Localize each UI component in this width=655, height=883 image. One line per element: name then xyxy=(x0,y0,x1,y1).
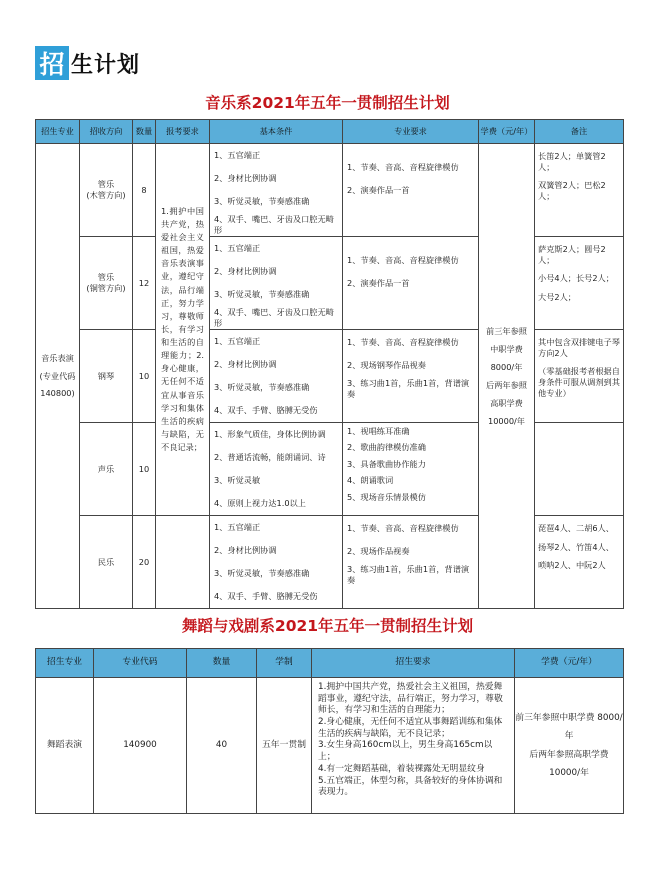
notes-cell xyxy=(535,516,624,609)
note-line: 琵琶4人、二胡6人、 xyxy=(538,523,614,533)
note-line: 唢呐2人、中阮2人 xyxy=(538,560,606,571)
table-row xyxy=(36,144,624,237)
pro-list xyxy=(347,516,475,586)
notes-cell xyxy=(535,144,624,237)
table-row xyxy=(36,516,624,609)
header-cell: 报考要求 xyxy=(156,120,210,144)
count-cell: 10 xyxy=(133,330,156,423)
count-cell: 40 xyxy=(187,678,257,814)
pro-requirement-item: 2、歌曲韵律模仿准确 xyxy=(347,442,426,453)
direction-line: 钢琴 xyxy=(97,370,115,381)
pro-requirement-item: 2、现场作品视奏 xyxy=(347,546,410,557)
dance-table-header xyxy=(36,649,624,678)
table-row xyxy=(36,330,624,423)
basic-conditions-cell xyxy=(210,330,343,423)
music-plan-title: 音乐系2021年五年一贯制招生计划 xyxy=(205,94,450,112)
pro-requirement-item: 4、朗诵歌词 xyxy=(347,475,394,486)
note-line: 其中包含双排键电子琴方向2人 xyxy=(538,337,620,358)
basic-condition-item: 4、双手、嘴巴、牙齿及口腔无畸形 xyxy=(214,307,334,328)
basic-condition-item: 1、五官端正 xyxy=(214,522,261,533)
pro-requirement-item: 1、视唱练耳准确 xyxy=(347,426,410,437)
fee-line: 后两年参照 xyxy=(486,380,527,390)
basic-conditions-cell xyxy=(210,423,343,516)
basic-condition-item: 1、五官端正 xyxy=(214,150,261,161)
requirement-item: 1.拥护中国共产党，热爱社会主义祖国，热爱舞蹈事业，遵纪守法，品行端正，努力学习，尊敬师长，有学习和生活的自理能力； xyxy=(318,682,503,716)
pro-requirements-cell xyxy=(343,330,479,423)
basic-condition-item: 4、双手、手臂、胳膊无受伤 xyxy=(214,405,318,416)
notes-cell xyxy=(535,237,624,330)
header-cell: 招生专业 xyxy=(36,120,80,144)
note-line: 萨克斯2人；圆号2人； xyxy=(538,244,606,265)
pro-requirement-item: 3、练习曲1首，乐曲1首，背谱演奏 xyxy=(347,564,470,585)
table-row xyxy=(36,678,624,814)
fee-line: 后两年参照高职学费10000/年 xyxy=(529,749,609,778)
code-cell: 140900 xyxy=(94,678,187,814)
basic-conditions-cell xyxy=(210,516,343,609)
notes-cell xyxy=(535,330,624,423)
dance-plan-table xyxy=(35,648,624,814)
basic-condition-item: 1、形象气质佳，身体比例协调 xyxy=(214,429,326,440)
basic-condition-item: 4、原则上视力达1.0以上 xyxy=(214,498,306,509)
direction-line: 管乐 xyxy=(97,179,115,190)
major-line: 音乐表演 xyxy=(41,353,74,364)
basic-condition-item: 2、身材比例协调 xyxy=(214,545,277,556)
fee-line: 中职学费 xyxy=(490,343,523,354)
major-cell: 舞蹈表演 xyxy=(36,678,94,814)
header-cell: 专业代码 xyxy=(94,649,187,678)
music-plan-table xyxy=(35,119,624,609)
count-cell: 8 xyxy=(133,144,156,237)
fee-cell xyxy=(515,678,624,814)
header-cell: 基本条件 xyxy=(210,120,343,144)
basic-condition-item: 3、听觉灵敏，节奏感准确 xyxy=(214,289,310,300)
header-title: 生计划 xyxy=(71,52,141,78)
header-cell: 备注 xyxy=(535,120,624,144)
direction-cell xyxy=(80,516,133,609)
basic-condition-item: 4、双手、手臂、胳膊无受伤 xyxy=(214,591,318,602)
table-row xyxy=(36,423,624,516)
pro-requirement-item: 2、现场钢琴作品视奏 xyxy=(347,360,426,371)
note-line: 小号4人；长号2人； xyxy=(538,273,614,284)
major-cell xyxy=(36,144,80,609)
requirement-item: 3.女生身高160cm以上，男生身高165cm以上； xyxy=(318,740,493,763)
table-row xyxy=(36,237,624,330)
pro-requirement-item: 1、节奏、音高、音程旋律模仿 xyxy=(347,162,459,173)
direction-line: (木管方向) xyxy=(86,190,126,200)
major-line: 140800) xyxy=(40,388,75,399)
fee-line: 前三年参照中职学费 8000/年 xyxy=(515,712,623,742)
pro-requirement-item: 1、节奏、音高、音程旋律模仿 xyxy=(347,337,459,348)
basic-condition-item: 3、听觉灵敏 xyxy=(214,475,261,486)
fee-line: 高职学费 xyxy=(490,398,523,409)
header-cell: 招生专业 xyxy=(36,649,94,678)
basic-condition-item: 2、身材比例协调 xyxy=(214,173,277,184)
direction-line: 民乐 xyxy=(97,556,115,567)
pro-list xyxy=(347,237,475,295)
header-cell: 数量 xyxy=(133,120,156,144)
note-line: 扬琴2人、竹笛4人、 xyxy=(538,541,614,552)
note-line: 大号2人； xyxy=(538,291,576,302)
pro-requirements-cell xyxy=(343,237,479,330)
pro-requirement-item: 2、演奏作品一首 xyxy=(347,185,410,196)
pro-list xyxy=(347,144,475,202)
pro-requirement-item: 2、演奏作品一首 xyxy=(347,278,410,289)
header-cell: 招收方向 xyxy=(80,120,133,144)
count-cell: 10 xyxy=(133,423,156,516)
basic-conditions-cell xyxy=(210,237,343,330)
note-line: 长笛2人；单簧管2人； xyxy=(538,151,606,172)
basic-condition-item: 1、五官端正 xyxy=(214,336,261,347)
header-cell: 学费（元/年） xyxy=(515,649,624,678)
pro-requirements-cell xyxy=(343,144,479,237)
fee-line: 10000/年 xyxy=(488,416,525,427)
basic-condition-item: 2、普通话流畅，能朗诵词、诗 xyxy=(214,452,326,463)
basic-conditions-cell xyxy=(210,144,343,237)
requirement-item: 5.五官端正，体型匀称，具备较好的身体协调和表现力。 xyxy=(318,775,503,798)
fee-line: 前三年参照 xyxy=(486,325,527,336)
requirement-empty-cell xyxy=(156,516,210,609)
pro-requirement-item: 1、节奏、音高、音程旋律模仿 xyxy=(347,523,459,534)
pro-requirements-cell xyxy=(343,516,479,609)
note-line: 双簧管2人；巴松2人； xyxy=(538,180,606,201)
pro-requirement-item: 3、具备歌曲协作能力 xyxy=(347,458,426,469)
pro-requirement-item: 1、节奏、音高、音程旋律模仿 xyxy=(347,255,459,266)
direction-cell xyxy=(80,237,133,330)
pro-requirements-cell xyxy=(343,423,479,516)
basic-condition-item: 1、五官端正 xyxy=(214,243,261,254)
direction-line: (铜管方向) xyxy=(86,283,126,293)
requirement-item: 4.有一定舞蹈基础，着装裸露处无明显纹身 xyxy=(318,763,485,774)
direction-cell xyxy=(80,423,133,516)
basic-condition-item: 3、听觉灵敏，节奏感准确 xyxy=(214,568,310,579)
major-line: (专业代码 xyxy=(39,370,76,381)
dance-plan-title: 舞蹈与戏剧系2021年五年一贯制招生计划 xyxy=(181,617,474,635)
notes-cell xyxy=(535,423,624,516)
requirement-item: 2.身心健康，无任何不适宜从事舞蹈训练和集体生活的疾病与缺陷，无不良记录； xyxy=(318,717,503,739)
basic-condition-item: 2、身材比例协调 xyxy=(214,266,277,277)
basic-condition-item: 3、听觉灵敏，节奏感准确 xyxy=(214,196,310,207)
basic-condition-item: 2、身材比例协调 xyxy=(214,359,277,370)
system-cell: 五年一贯制 xyxy=(257,678,312,814)
header-cell: 数量 xyxy=(187,649,257,678)
header-badge: 招 xyxy=(35,46,69,80)
count-cell: 12 xyxy=(133,237,156,330)
section-header xyxy=(35,45,140,81)
requirement-cell xyxy=(312,678,515,814)
pro-list xyxy=(347,330,475,400)
header-cell: 招生要求 xyxy=(312,649,515,678)
requirement-cell: 1.拥护中国共产党，热爱社会主义祖国，热爱音乐表演事业，遵纪守法，品行端正，努力学习，尊敬师长，有学习和生活的自理能力；2.身心健康，无任何不适宜从事音乐学习和集体生活的疾病与缺陷，无不良记录； xyxy=(156,144,210,516)
header-cell: 学制 xyxy=(257,649,312,678)
count-cell: 20 xyxy=(133,516,156,609)
direction-cell xyxy=(80,144,133,237)
pro-requirement-item: 5、现场音乐情景模仿 xyxy=(347,491,426,502)
basic-condition-item: 4、双手、嘴巴、牙齿及口腔无畸形 xyxy=(214,214,334,235)
direction-line: 声乐 xyxy=(97,463,115,474)
header-cell: 学费（元/年） xyxy=(479,120,535,144)
direction-cell xyxy=(80,330,133,423)
header-cell: 专业要求 xyxy=(343,120,479,144)
basic-condition-item: 3、听觉灵敏，节奏感准确 xyxy=(214,382,310,393)
music-table-header xyxy=(36,120,624,144)
pro-requirement-item: 3、练习曲1首，乐曲1首，背谱演奏 xyxy=(347,378,470,399)
fee-cell xyxy=(479,144,535,609)
fee-line: 8000/年 xyxy=(490,361,523,372)
direction-line: 管乐 xyxy=(97,272,115,283)
note-line: （零基础报考者根据自身条件可服从调剂到其他专业） xyxy=(538,366,620,398)
